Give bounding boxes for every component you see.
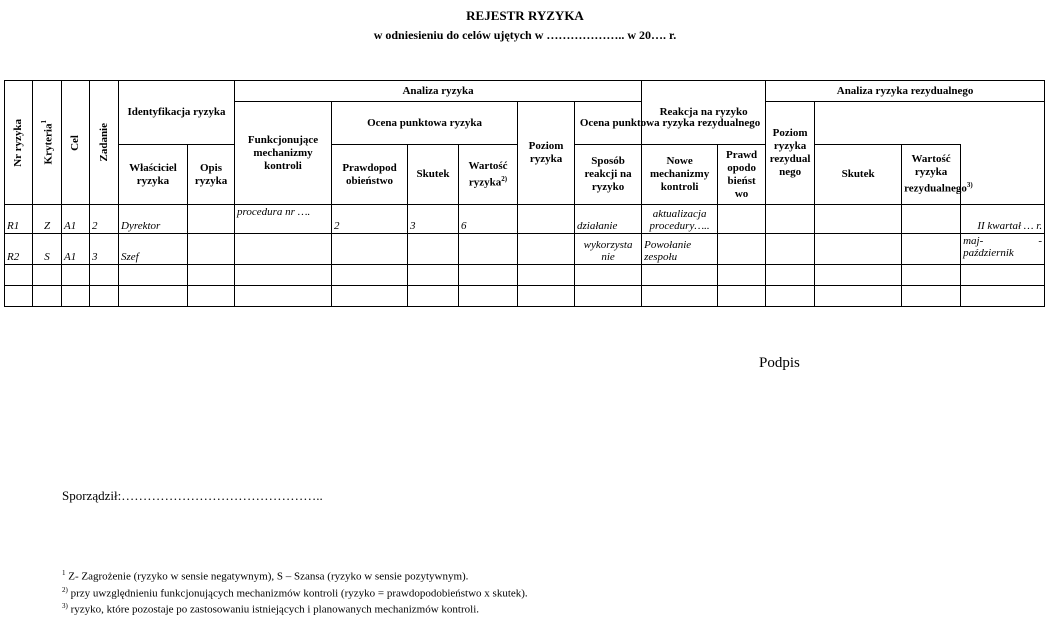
cell-funkcjonujace	[235, 234, 332, 265]
cell-poziom-rez	[902, 205, 961, 234]
cell-nowe: aktualizacja procedury…..	[642, 205, 718, 234]
col-header-poziom-rez: Poziom ryzyka rezydual nego	[766, 102, 815, 205]
col-header-wlasciciel: Właściciel ryzyka	[119, 145, 188, 205]
cell-poziom-rez	[902, 234, 961, 265]
cell-zadanie: 3	[90, 234, 119, 265]
table-row	[5, 205, 1045, 234]
col-header-skutek: Skutek	[408, 145, 459, 205]
prepared-by-label: Sporządził:………………………………………..	[62, 488, 323, 503]
col-header-poziom: Poziom ryzyka	[518, 102, 575, 205]
col-header-reakcja: Reakcja na ryzyko	[642, 81, 766, 145]
cell-poziom	[518, 205, 575, 234]
cell-prawdopodobienstwo-rez	[718, 234, 766, 265]
cell-zadanie: 2	[90, 205, 119, 234]
table-row	[5, 234, 1045, 265]
cell-nowe: Powołanie zespołu	[642, 234, 718, 265]
table-row	[5, 286, 1045, 307]
cell-poziom	[518, 234, 575, 265]
cell-cel: A1	[62, 234, 90, 265]
cell-prawdopodobienstwo: 2	[332, 205, 408, 234]
col-header-prawdopodobienstwo: Prawdopod obieństwo	[332, 145, 408, 205]
cell-kryteria: Z	[33, 205, 62, 234]
cell-skutek: 3	[408, 205, 459, 234]
footnote-2: $^{2)}$ przy uwzględnieniu funkcjonujących mechanizmów kontroli (ryzyko = prawdopodobieństwo x skutek).	[62, 585, 528, 600]
risk-register-table	[4, 80, 1045, 307]
cell-funkcjonujace: procedura nr ….	[235, 205, 332, 234]
col-header-nr: Nr ryzyka	[5, 81, 33, 205]
col-header-opis: Opis ryzyka	[188, 145, 235, 205]
footnote-1: $^1$ Z- Zagrożenie (ryzyko w sensie negatywnym), S – Szansa (ryzyko w sensie pozytywnym).	[62, 569, 469, 583]
col-header-analiza: Analiza ryzyka	[235, 81, 642, 102]
cell-kryteria: S	[33, 234, 62, 265]
col-header-sposob: Sposób reakcji na ryzyko	[575, 145, 642, 205]
cell-sposob: działanie	[575, 205, 642, 234]
cell-skutek-rez	[766, 234, 815, 265]
col-header-funkcjonujace: Funkcjonujące mechanizmy kontroli	[235, 102, 332, 205]
col-header-cel: Cel	[62, 81, 90, 205]
cell-prawdopodobienstwo-rez	[718, 205, 766, 234]
col-header-ocena-rez: Ocena punktowa ryzyka rezydualnego	[575, 102, 766, 145]
cell-termin: maj- - październik	[961, 234, 1045, 265]
cell-cel: A1	[62, 205, 90, 234]
document-title: REJESTR RYZYKA	[466, 8, 584, 23]
col-header-prawdopodobienstwo-rez: Prawd opodo bieńst wo	[718, 145, 766, 205]
cell-skutek-rez	[766, 205, 815, 234]
document-subtitle: w odniesieniu do celów ujętych w ……………….. w 20…. r.	[373, 28, 677, 42]
cell-skutek	[408, 234, 459, 265]
cell-nr: R2	[5, 234, 33, 265]
cell-wartosc-rez	[815, 234, 902, 265]
cell-opis	[188, 205, 235, 234]
col-header-wartosc: Wartość ryzyka$^{2)}$	[459, 145, 518, 205]
col-header-analiza-rez: Analiza ryzyka rezydualnego	[766, 81, 1045, 102]
cell-termin: II kwartał … r.	[961, 205, 1045, 234]
cell-wlasciciel: Dyrektor	[119, 205, 188, 234]
col-header-wartosc-rez: Wartość ryzyka rezydualnego$^{3)}$	[902, 145, 961, 205]
col-header-zadanie: Zadanie	[90, 81, 119, 205]
footnotes	[62, 567, 528, 617]
cell-wartosc	[459, 234, 518, 265]
col-header-identyfikacja: Identyfikacja ryzyka	[119, 81, 235, 145]
col-header-ocena: Ocena punktowa ryzyka	[332, 102, 518, 145]
cell-prawdopodobienstwo	[332, 234, 408, 265]
cell-opis	[188, 234, 235, 265]
col-header-kryteria: Kryteria$^1$	[33, 81, 62, 205]
col-header-nowe: Nowe mechanizmy kontroli	[642, 145, 718, 205]
signature-label: Podpis	[759, 355, 800, 371]
cell-wartosc-rez	[815, 205, 902, 234]
cell-wartosc: 6	[459, 205, 518, 234]
cell-nr: R1	[5, 205, 33, 234]
table-row	[5, 265, 1045, 286]
cell-wlasciciel: Szef	[119, 234, 188, 265]
cell-sposob: wykorzysta nie	[575, 234, 642, 265]
col-header-skutek-rez: Skutek	[815, 145, 902, 205]
footnote-3: $^{3)}$ ryzyko, które pozostaje po zastosowaniu istniejących i planowanych mechanizmów kontroli.	[62, 602, 480, 616]
